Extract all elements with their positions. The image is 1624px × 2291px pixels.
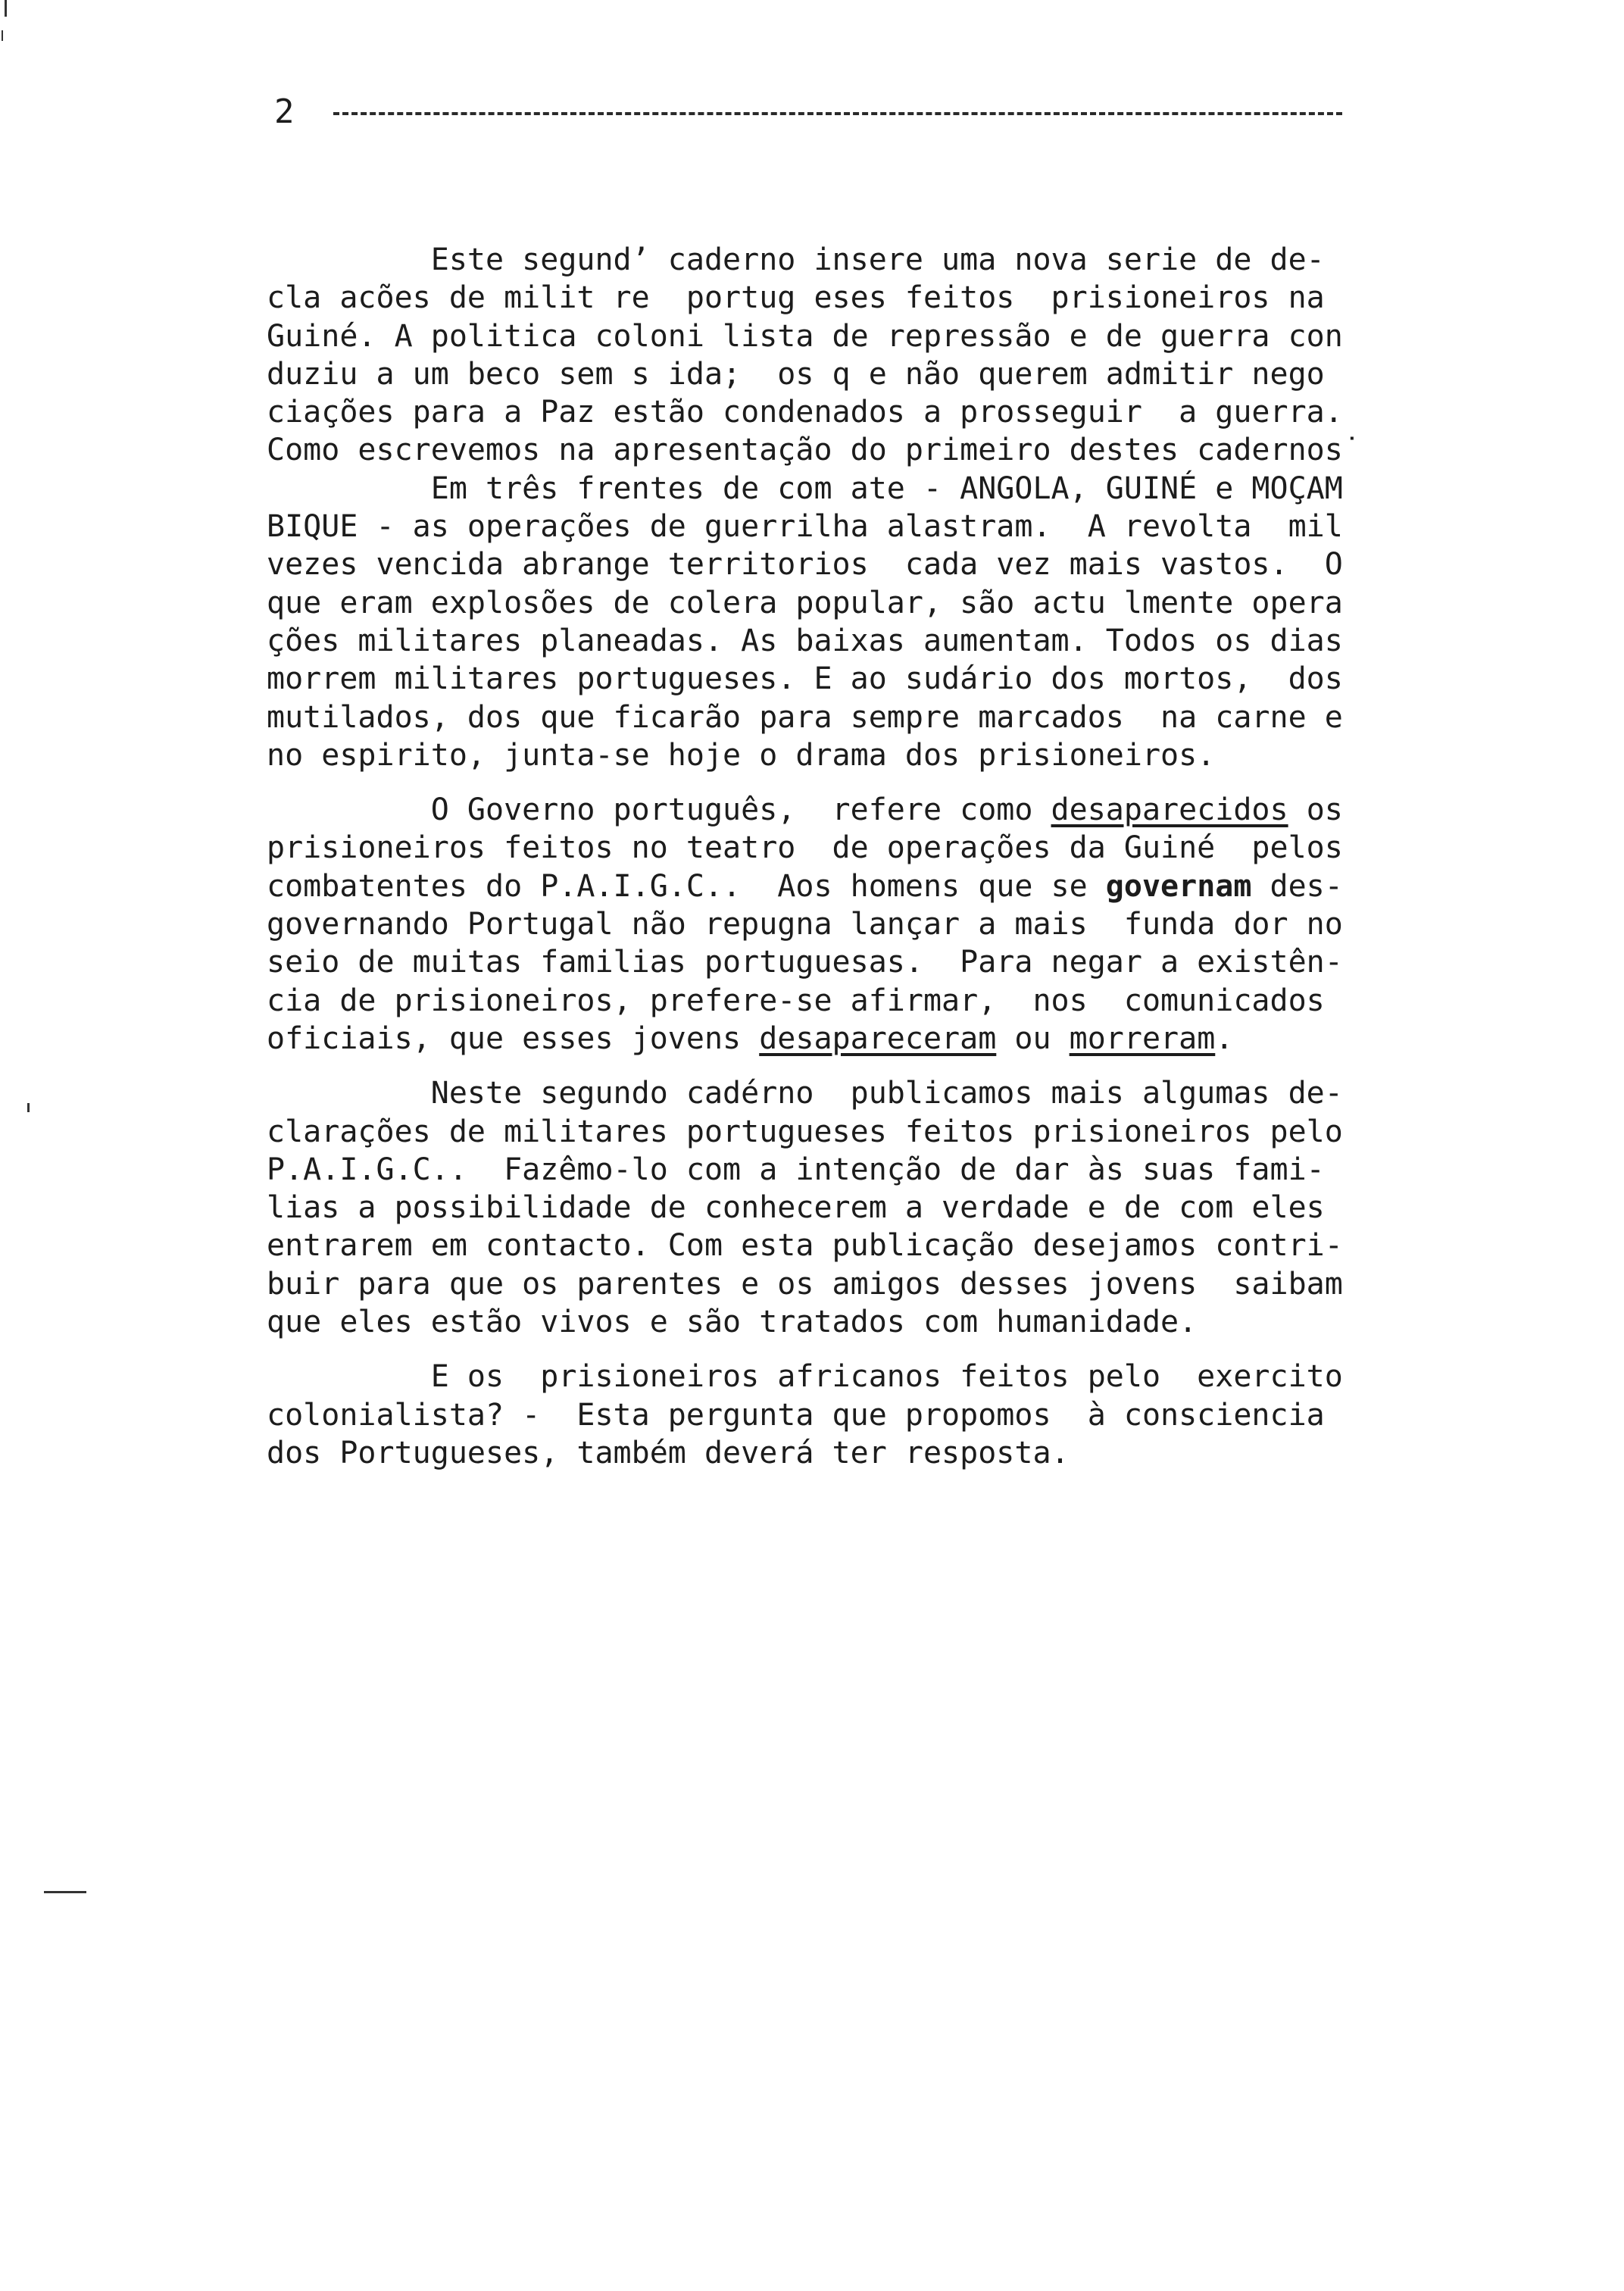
paragraph (267, 1358, 1342, 1472)
scan-mark (44, 1891, 86, 1893)
text-line: O Governo português, refere como desaparecidos os (267, 792, 1343, 828)
scan-mark (27, 1103, 30, 1112)
paragraph (267, 241, 1361, 774)
text-line: colonialista? - Esta pergunta que propomos à consciencia (267, 1397, 1325, 1433)
scan-mark (5, 0, 7, 17)
text-line: duziu a um beco sem s ida; os q e não querem admitir nego (267, 356, 1325, 392)
text-line: Guiné. A politica coloni lista de repressão e de guerra con (267, 318, 1343, 354)
text-line: mutilados, dos que ficarão para sempre marcados na carne e (267, 699, 1343, 735)
body-text (267, 241, 1361, 1489)
header-dashed-rule (333, 112, 1342, 115)
text-line: Este segundʼ caderno insere uma nova serie de de- (267, 242, 1325, 277)
text-line: que eles estão vivos e são tratados com humanidade. (267, 1305, 1198, 1340)
emphasized-word: desaparecidos (1051, 792, 1288, 828)
text-line: vezes vencida abrange territorios cada vez mais vastos. O (267, 547, 1343, 583)
text-line: no espirito, junta-se hoje o drama dos prisioneiros. (267, 737, 1216, 773)
emphasized-word: governam (1105, 868, 1252, 904)
text-line: cia de prisioneiros, prefere-se afirmar, nos comunicados (267, 983, 1325, 1018)
text-line: Em três frentes de com ate - ANGOLA, GUINÉ e MOÇAM (267, 470, 1343, 506)
text-line: oficiais, que esses jovens desapareceram ou morreram. (267, 1020, 1234, 1056)
text-line: entrarem em contacto. Com esta publicação desejamos contri- (267, 1228, 1343, 1264)
text-line: Como escrevemos na apresentação do primeiro destes cadernos˙ (267, 433, 1361, 468)
text-line: clarações de militares portugueses feitos prisioneiros pelo (267, 1114, 1343, 1149)
text-line: ciações para a Paz estão condenados a prosseguir a guerra. (267, 395, 1343, 430)
text-line: buir para que os parentes e os amigos desses jovens saibam (267, 1266, 1343, 1302)
page-number: 2 (274, 92, 295, 131)
text-line: P.A.I.G.C.. Fazêmo-lo com a intenção de dar às suas fami- (267, 1152, 1325, 1187)
text-line: morrem militares portugueses. E ao sudário dos mortos, dos (267, 661, 1343, 697)
emphasized-word: desapareceram (759, 1020, 997, 1056)
text-line: BIQUE - as operações de guerrilha alastram. A revolta mil (267, 509, 1343, 545)
text-line: dos Portugueses, também deverá ter resposta. (267, 1435, 1070, 1471)
paragraph (267, 1074, 1342, 1341)
text-line: governando Portugal não repugna lançar a mais funda dor no (267, 907, 1343, 942)
paragraph (267, 791, 1342, 1058)
text-line: Neste segundo cadérno publicamos mais algumas de- (267, 1076, 1343, 1111)
text-line: que eram explosões de colera popular, são actu lmente opera (267, 585, 1343, 620)
text-line: lias a possibilidade de conhecerem a verdade e de com eles (267, 1190, 1325, 1226)
text-line: combatentes do P.A.I.G.C.. Aos homens que se governam des- (267, 868, 1343, 904)
scan-mark (2, 30, 3, 41)
text-line: prisioneiros feitos no teatro de operações da Guiné pelos (267, 830, 1343, 866)
text-line: cla acões de milit re portug eses feitos prisioneiros na (267, 280, 1325, 316)
text-line: E os prisioneiros africanos feitos pelo exercito (267, 1359, 1343, 1395)
text-line: ções militares planeadas. As baixas aumentam. Todos os dias (267, 623, 1343, 658)
text-line: seio de muitas familias portuguesas. Para negar a existên- (267, 945, 1343, 980)
emphasized-word: morreram (1069, 1020, 1216, 1056)
